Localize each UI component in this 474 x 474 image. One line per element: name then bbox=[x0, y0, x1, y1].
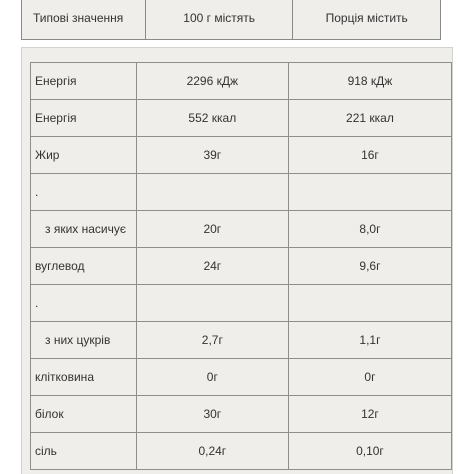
row-portion: 1,1г bbox=[288, 322, 451, 359]
row-label: Енергія bbox=[31, 63, 137, 100]
row-label: сіль bbox=[31, 433, 137, 470]
row-per-100g: 30г bbox=[136, 396, 288, 433]
table-row bbox=[31, 211, 452, 248]
row-portion bbox=[288, 285, 451, 322]
table-row bbox=[31, 396, 452, 433]
table-row bbox=[31, 248, 452, 285]
row-label: Жир bbox=[31, 137, 137, 174]
table-row bbox=[31, 322, 452, 359]
row-label: . bbox=[31, 285, 137, 322]
header-per-100g: 100 г містять bbox=[145, 0, 293, 40]
row-label: білок bbox=[31, 396, 137, 433]
row-per-100g: 2,7г bbox=[136, 322, 288, 359]
row-label: вуглевод bbox=[31, 248, 137, 285]
table-row bbox=[31, 433, 452, 470]
table-row bbox=[31, 137, 452, 174]
row-per-100g: 24г bbox=[136, 248, 288, 285]
row-portion: 918 кДж bbox=[288, 63, 451, 100]
row-label: . bbox=[31, 174, 137, 211]
row-per-100g: 552 ккал bbox=[136, 100, 288, 137]
row-per-100g: 0,24г bbox=[136, 433, 288, 470]
header-typical-values: Типові значення bbox=[22, 0, 146, 40]
nutrition-panel bbox=[21, 47, 453, 474]
row-per-100g bbox=[136, 174, 288, 211]
row-per-100g bbox=[136, 285, 288, 322]
row-portion: 221 ккал bbox=[288, 100, 451, 137]
row-portion bbox=[288, 174, 451, 211]
row-per-100g: 0г bbox=[136, 359, 288, 396]
row-label: клітковина bbox=[31, 359, 137, 396]
row-portion: 8,0г bbox=[288, 211, 451, 248]
table-row bbox=[31, 359, 452, 396]
row-label: з яких насичує bbox=[31, 211, 137, 248]
row-portion: 0г bbox=[288, 359, 451, 396]
header-per-portion: Порція містить bbox=[293, 0, 441, 40]
row-portion: 16г bbox=[288, 137, 451, 174]
table-row bbox=[31, 100, 452, 137]
row-portion: 12г bbox=[288, 396, 451, 433]
nutrition-table bbox=[30, 62, 452, 470]
row-per-100g: 39г bbox=[136, 137, 288, 174]
row-label: Енергія bbox=[31, 100, 137, 137]
table-row bbox=[31, 63, 452, 100]
row-per-100g: 20г bbox=[136, 211, 288, 248]
table-row bbox=[31, 174, 452, 211]
nutrition-header-table bbox=[21, 0, 441, 40]
header-row bbox=[22, 0, 441, 40]
table-row bbox=[31, 285, 452, 322]
row-label: з них цукрів bbox=[31, 322, 137, 359]
row-portion: 9,6г bbox=[288, 248, 451, 285]
row-per-100g: 2296 кДж bbox=[136, 63, 288, 100]
row-portion: 0,10г bbox=[288, 433, 451, 470]
